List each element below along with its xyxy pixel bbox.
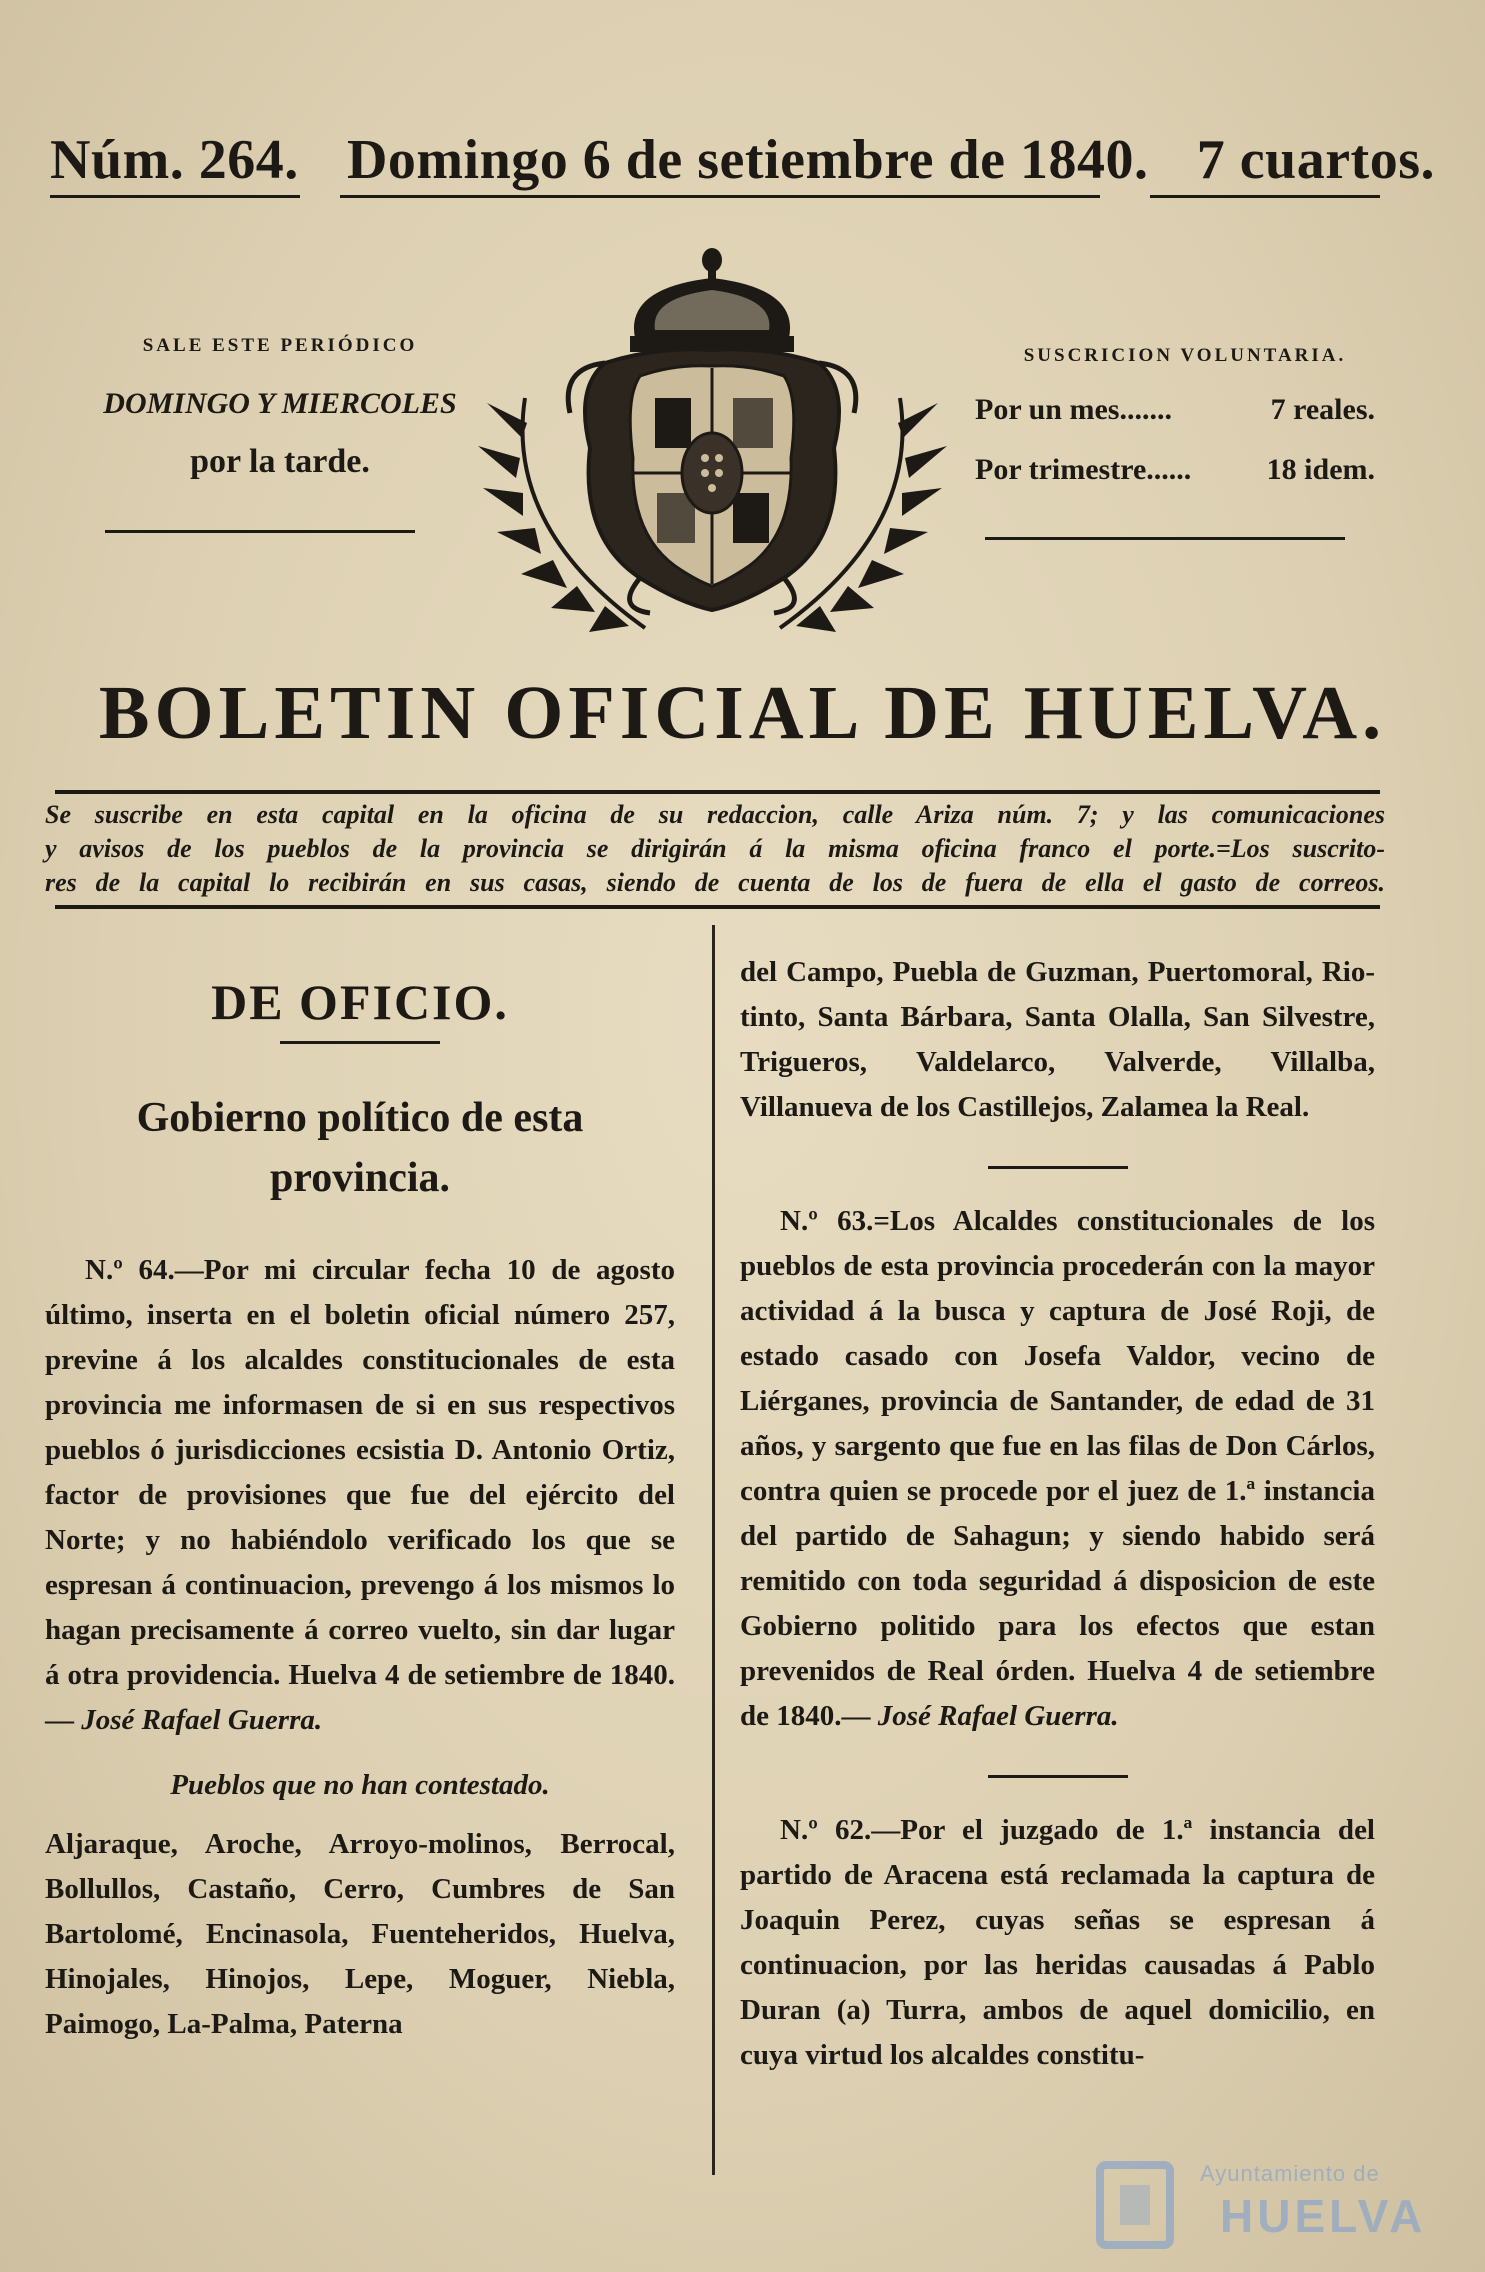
band-rule-top: [55, 790, 1380, 794]
pueblos-list-continued: del Campo, Puebla de Guzman, Puertomoral, Rio-tinto, Santa Bárbara, Santa Olalla, San Silvestre, Trigueros, Valdelarco, Valverde, Villalba, Villanueva de los Castillejos, Zalamea la Real.: [740, 956, 1375, 1123]
watermark-large-text: HUELVA: [1220, 2190, 1427, 2242]
section-heading: DE OFICIO.: [211, 974, 509, 1030]
price-value: 7 reales.: [1270, 393, 1375, 426]
schedule-time: por la tarde.: [190, 443, 370, 480]
schedule-days: DOMINGO Y MIERCOLES: [103, 387, 457, 420]
masthead-rule-center: [340, 195, 1100, 198]
notice-63-text: N.º 63.=Los Alcaldes constitucionales de los pueblos de esta provincia procederán con la mayor actividad á la busca y captura de José Roji, de estado casado con Josefa Valdor, vecino de Liérganes, provincia de Santander, de edad de 31 años, y sargento que fue en las filas de Don Cárlos, contra quien se procede por el juez de 1.ª instancia del partido de Sahagun; y siendo habido será remitido con toda seguridad á disposicion de este Gobierno politido para los efectos que estan prevenidos de Real órden. Huelva 4 de setiembre de 1840.—: [740, 1205, 1375, 1732]
section-rule: [280, 1041, 440, 1044]
price-label: Por trimestre......: [975, 453, 1192, 486]
price-row-monthly: [975, 393, 1375, 427]
notice-line: y avisos de los pueblos de la provincia se dirigirán á la misma oficina franco el porte.=Los suscrito-: [45, 834, 1385, 863]
notice-62: N.º 62.—Por el juzgado de 1.ª instancia del partido de Aracena está reclamada la captura de Joaquin Perez, cuyas señas se espresan á continuacion, por las heridas causadas á Pablo Duran (a) Turra, ambos de aquel domicilio, en cuya virtud los alcaldes constitu-: [740, 1814, 1375, 2071]
issue-number: Núm. 264.: [50, 129, 299, 191]
notice-63-signature: José Rafael Guerra.: [877, 1700, 1119, 1732]
subscription-notice: [45, 798, 1385, 900]
price-row-quarterly: [975, 453, 1375, 487]
newspaper-title: BOLETIN OFICIAL DE HUELVA.: [98, 671, 1387, 755]
subscription-caption: SUSCRICION VOLUNTARIA.: [1023, 345, 1347, 366]
pueblos-list: Aljaraque, Aroche, Arroyo-molinos, Berrocal, Bollullos, Castaño, Cerro, Cumbres de San Bartolomé, Encinasola, Fuenteheridos, Huelva, Hinojales, Hinojos, Lepe, Moguer, Niebla, Paimogo, La-Palma, Paterna: [45, 1828, 675, 2040]
right-column: [740, 950, 1375, 2078]
government-heading: Gobierno político de esta provincia.: [136, 1095, 584, 1201]
price-label: Por un mes.......: [975, 393, 1172, 426]
prices-rule: [985, 537, 1345, 540]
notice-64-signature: José Rafael Guerra.: [81, 1704, 323, 1736]
column-divider: [712, 925, 715, 2175]
publication-schedule: [90, 335, 470, 481]
notice-line: Se suscribe en esta capital en la oficina de su redaccion, calle Ariza núm. 7; y las comunicaciones: [45, 800, 1385, 829]
archive-watermark: [1080, 2155, 1427, 2255]
watermark-logo-icon: [1080, 2155, 1190, 2255]
subscription-prices: [975, 345, 1375, 487]
notice-64-text: N.º 64.—Por mi circular fecha 10 de agosto último, inserta en el boletin oficial número 257, previne á los alcaldes constitucionales de esta provincia me informasen de si en sus respectivos pueblos ó jurisdicciones ecsistia D. Antonio Ortiz, factor de provisiones que fue del ejército del Norte; y no habiéndolo verificado los que se espresan á continuacion, prevengo á los mismos lo hagan precisamente á correo vuelto, sin dar lugar á otra providencia. Huelva 4 de setiembre de 1840.—: [45, 1254, 675, 1736]
schedule-rule: [105, 530, 415, 533]
left-column: [45, 974, 675, 2047]
notice-63: [740, 1199, 1375, 1739]
pueblos-heading: Pueblos que no han contestado.: [170, 1769, 550, 1801]
masthead-rule-right: [1150, 195, 1380, 198]
royal-crest-emblem: [465, 248, 960, 643]
masthead-line: [50, 128, 1435, 192]
band-rule-bottom: [55, 905, 1380, 909]
issue-date: Domingo 6 de setiembre de 1840.: [346, 129, 1149, 191]
schedule-caption: SALE ESTE PERIÓDICO: [142, 335, 418, 356]
notice-line: res de la capital lo recibirán en sus casas, siendo de cuenta de los de fuera de ella el gasto de correos.: [45, 868, 1385, 897]
price-value: 18 idem.: [1266, 453, 1375, 486]
issue-price: 7 cuartos.: [1196, 129, 1435, 191]
watermark-small-text: Ayuntamiento de: [1200, 2161, 1380, 2186]
masthead-rule-left: [50, 195, 300, 198]
notice-64: [45, 1248, 675, 1743]
article-rule: [988, 1775, 1128, 1778]
article-rule: [988, 1166, 1128, 1169]
